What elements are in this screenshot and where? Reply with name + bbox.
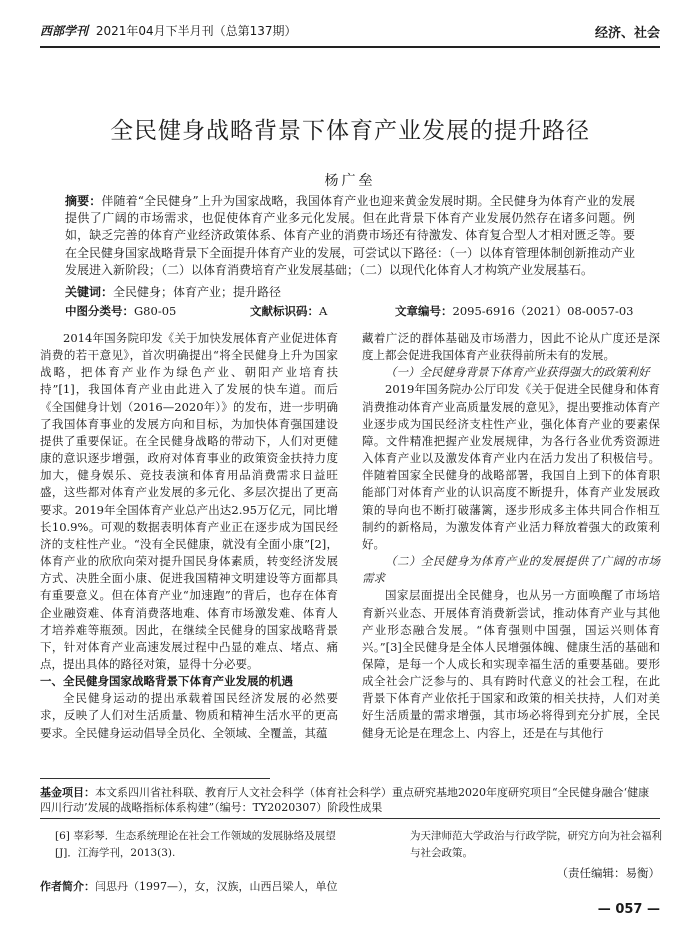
class-code: 中图分类号：G80-05 [65, 304, 177, 318]
body-column-left [40, 330, 338, 742]
keywords-text: 全民健身；体育产业；提升路径 [113, 285, 282, 299]
subsection-heading: （二）全民健身为体育产业的发展提供了广阔的市场需求 [362, 554, 660, 586]
section-heading: 一、全民健身国家战略背景下体育产业发展的机遇 [40, 674, 293, 689]
page-number: — 057 — [597, 902, 660, 917]
fund-text: 本文系四川省社科联、教育厅人文社会科学（体育社会科学）重点研究基地2020年度研究项目“全民健身融合‘健康四川行动’发展的战略指标体系构建”（编号：TY2020307）阶段性成果 [40, 786, 650, 814]
article-author: 杨广垒 [324, 173, 376, 189]
author-bio-text: 闫思丹（1997—），女，汉族，山西吕梁人，单位 [95, 880, 338, 893]
subsection-heading: （一）全民健身背景下体育产业获得强大的政策利好 [385, 365, 650, 380]
editor-note: （责任编辑：易衡） [556, 866, 660, 880]
abstract-text: 伴随着“全民健身”上升为国家战略，我国体育产业也迎来黄金发展时期。全民健身为体育产业的发展提供了广阔的市场需求，也促使体育产业多元化发展。但在此背景下体育产业发展仍然存在诸多问题。例如，缺乏完善的体育产业经济政策体系、体育产业的消费市场还有待激发、体育复合型人才相对匮乏等。要在全民健身国家战略背景下全面提升体育产业的发展，可尝试以下路径：（一）以体育管理体制创新推动产业发展进入新阶段；（二）以体育消费培育产业发展基础；（二）以现代化体育人才构筑产业发展基石。 [65, 194, 636, 277]
journal-name: 西部学刊 [40, 24, 89, 38]
header-divider [40, 46, 660, 48]
paragraph: 国家层面提出全民健身，也从另一方面唤醒了市场培育新兴业态、开展体育消费新尝试，推动体育产业与其他产业形态融合发展。“体育强则中国强，国运兴则体育兴。”[3]全民健身是全体人民增强体魄、健康生活的基础和保障，是每一个人成长和实现幸福生活的重要基础。要形成全社会广泛参与的、具有跨时代意义的社会工程，在此背景下体育产业依托于国家和政策的相关扶持，人们对美好生活质量的需求增强，其市场必将得到充分扩展，全民健身无论是在理念上、内容上，还是在与其他行 [362, 588, 660, 740]
paragraph: 藏着广泛的群体基础及市场潜力，因此不论从广度还是深度上都会促进我国体育产业获得前所未有的发展。 [362, 331, 660, 363]
fund-label: 基金项目： [40, 786, 95, 799]
body-column-right [362, 330, 660, 742]
author-bio-label: 作者简介： [40, 880, 95, 893]
section-name: 经济、社会 [594, 26, 660, 41]
keywords [65, 283, 635, 300]
keywords-label: 关键词： [65, 285, 114, 299]
reference-item: [6] 辜彩琴．生态系统理论在社会工作领域的发展脉络及展望[J]．江海学刊，2013(3). [55, 830, 336, 859]
author-bio [40, 878, 370, 894]
abstract [65, 193, 635, 279]
author-bio-continued: 为天津师范大学政治与行政学院，研究方向为社会福利与社会政策。 [410, 830, 662, 859]
paragraph: 全民健身运动的提出承载着国民经济发展的必然要求，反映了人们对生活质量、物质和精神生活水平的更高要求。全民健身运动倡导全员化、全领域、全覆盖，其蕴 [40, 691, 338, 740]
fund-note [40, 785, 660, 815]
journal-header [40, 22, 297, 39]
footnote-divider [40, 778, 270, 779]
article-title: 全民健身战略背景下体育产业发展的提升路径 [110, 118, 590, 144]
abstract-label: 摘要： [65, 194, 102, 208]
bottom-divider [40, 818, 660, 819]
paragraph: 2019年国务院办公厅印发《关于促进全民健身和体育消费推动体育产业高质量发展的意见》，提出要推动体育产业逐步成为国民经济支柱性产业，强化体育产业的要素保障。文件精准把握产业发展规律，为各行各业优秀资源进入体育产业以及激发体育产业内在活力发出了积极信号。伴随着国家全民健身的战略部署，我国自上到下的体育职能部门对体育产业的认识高度不断提升，体育产业发展政策的导向也不断打破藩篱，逐步形成多主体共同合作相互制约的新格局，为激发体育产业活力释放着强大的政策利好。 [362, 382, 660, 551]
doc-code: 文献标识码：A [250, 304, 328, 318]
article-number: 文章编号：2095-6916（2021）08-0057-03 [395, 304, 634, 318]
issue-info: 2021年04月下半月刊（总第137期） [95, 24, 297, 38]
paragraph: 2014年国务院印发《关于加快发展体育产业促进体育消费的若干意见》，首次明确提出“将全民健身上升为国家战略，把体育产业作为绿色产业、朝阳产业培育扶持”[1]，我国体育产业由此进入了发展的快车道。而后《全国健身计划（2016—2020年）》的发布，进一步明确了我国体育事业的发展方向和目标，为加快体育强国建设提供了重要保证。在全民健身战略的带动下，人们对更健康的意识逐步增强，政府对体育事业的政策资金扶持力度加大，健身娱乐、竞技表演和体育用品消费需求日益旺盛，这些都对体育产业发展的多元化、多层次提出了更高要求。2019年全国体育产业总产出达2.95万亿元，同比增长10.9%。可观的数据表明体育产业正在逐步成为国民经济的支柱性产业。“没有全民健康，就没有全面小康”[2]，体育产业的欣欣向荣对提升国民身体素质，转变经济发展方式、决胜全面小康、促进我国精神文明建设等方面都具有重要意义。但在体育产业“加速跑”的背后，也存在体育企业融资难、体育消费落地难、体育市场激发难、体育人才培养难等瓶颈。因此，在继续全民健身的国家战略背景下，针对体育产业高速发展过程中凸显的难点、堵点、痛点，提出具体的路径对策，显得十分必要。 [40, 331, 338, 671]
